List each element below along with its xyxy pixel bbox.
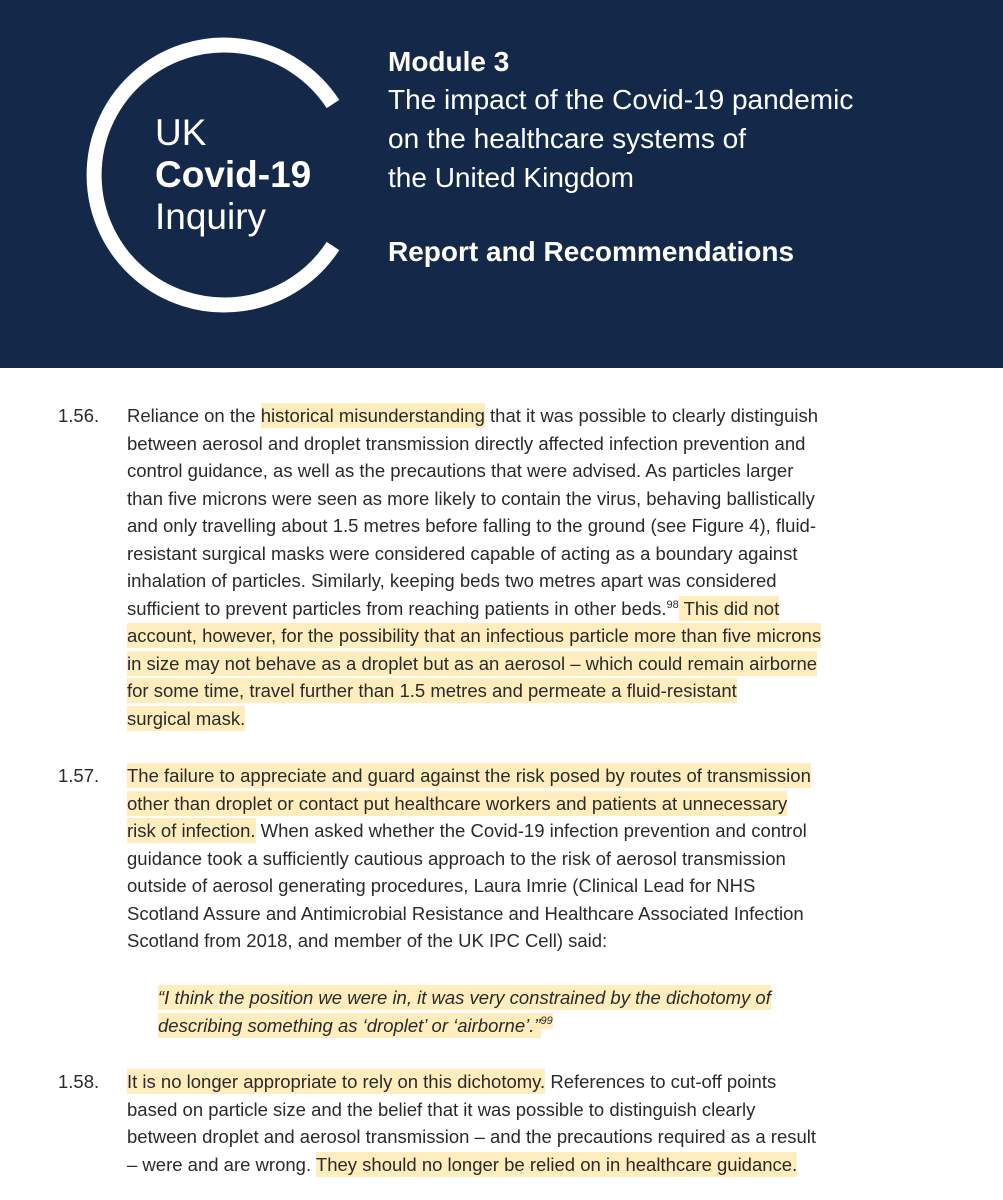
highlighted-text: It is no longer appropriate to rely on this dichotomy. bbox=[127, 1071, 546, 1092]
report-label: Report and Recommendations bbox=[388, 236, 795, 267]
inquiry-logo-text bbox=[155, 112, 311, 238]
highlighted-text: The failure to appreciate and guard against the risk posed by routes of transmission bbox=[127, 765, 811, 786]
highlighted-text: risk of infection. bbox=[127, 820, 256, 841]
highlighted-text: “I think the position we were in, it was very constrained by the dichotomy of bbox=[158, 987, 771, 1008]
paragraph-text bbox=[127, 402, 987, 732]
module-title-block bbox=[388, 44, 853, 268]
module-subtitle-line-3: the United Kingdom bbox=[388, 162, 634, 193]
module-label: Module 3 bbox=[388, 46, 510, 77]
highlighted-text: historical misunderstanding bbox=[260, 405, 485, 426]
text-line: inhalation of particles. Similarly, keeping beds two metres apart was considered bbox=[127, 570, 777, 591]
text-line bbox=[127, 790, 987, 818]
text-line: outside of aerosol generating procedures, Laura Imrie (Clinical Lead for NHS bbox=[127, 875, 756, 896]
text-line: between droplet and aerosol transmission – and the precautions required as a result bbox=[127, 1126, 817, 1147]
text-line: based on particle size and the belief that it was possible to distinguish clearly bbox=[127, 1098, 756, 1120]
text-line bbox=[127, 1068, 987, 1096]
text-run: References to cut-off points bbox=[545, 1071, 777, 1092]
text-run: that it was possible to clearly distinguish bbox=[484, 405, 819, 426]
logo-line-uk: UK bbox=[155, 112, 207, 153]
text-line: and only travelling about 1.5 metres before falling to the ground (see Figure 4), fluid- bbox=[127, 515, 817, 536]
highlighted-text: in size may not behave as a droplet but as an aerosol – which could remain airborne bbox=[127, 652, 818, 674]
highlighted-text: account, however, for the possibility that an infectious particle more than five microns bbox=[127, 625, 822, 646]
highlighted-text: describing something as ‘droplet’ or ‘airborne’.” bbox=[158, 1014, 541, 1036]
text-line: between aerosol and droplet transmission directly affected infection prevention and bbox=[127, 432, 806, 454]
text-line bbox=[127, 762, 987, 790]
text-line bbox=[127, 1151, 987, 1179]
text-line: resistant surgical masks were considered capable of acting as a boundary against bbox=[127, 542, 798, 564]
text-run: When asked whether the Covid-19 infection prevention and control bbox=[255, 820, 807, 841]
highlighted-text: This did not bbox=[678, 597, 780, 619]
paragraph-number: 1.57. bbox=[58, 765, 100, 786]
text-line: than five microns were seen as more likely to contain the virus, behaving ballistically bbox=[127, 487, 815, 509]
text-line: guidance took a sufficiently cautious approach to the risk of aerosol transmission bbox=[127, 847, 786, 869]
text-run: – were and are wrong. bbox=[127, 1153, 316, 1175]
text-line: Scotland Assure and Antimicrobial Resistance and Healthcare Associated Infection bbox=[127, 902, 804, 924]
logo-line-covid: Covid-19 bbox=[155, 154, 312, 195]
text-run: sufficient to prevent particles from reaching patients in other beds. bbox=[127, 597, 667, 619]
text-line bbox=[127, 402, 987, 430]
text-line: Scotland from 2018, and member of the UK IPC Cell) said: bbox=[127, 930, 608, 951]
quote-line bbox=[158, 1012, 771, 1040]
paragraph-text bbox=[127, 762, 987, 955]
text-line bbox=[127, 677, 987, 705]
footnote-ref-98[interactable]: 98 bbox=[666, 598, 679, 611]
text-run: Reliance on the bbox=[127, 405, 261, 426]
report-header-banner bbox=[0, 0, 1003, 368]
logo-line-inquiry: Inquiry bbox=[155, 196, 267, 237]
text-line bbox=[127, 650, 987, 678]
highlighted-text: surgical mask. bbox=[127, 707, 246, 729]
text-line bbox=[127, 705, 987, 733]
text-line bbox=[127, 595, 987, 623]
text-line: control guidance, as well as the precautions that were advised. As particles larger bbox=[127, 460, 794, 481]
module-subtitle-line-1: The impact of the Covid-19 pandemic bbox=[388, 84, 854, 115]
paragraph-text bbox=[127, 1068, 987, 1178]
testimony-quote bbox=[158, 984, 771, 1039]
highlighted-text: They should no longer be relied on in healthcare guidance. bbox=[315, 1153, 798, 1175]
quote-line bbox=[158, 984, 771, 1012]
text-line bbox=[127, 817, 987, 845]
paragraph-number: 1.56. bbox=[58, 405, 100, 426]
highlighted-text: for some time, travel further than 1.5 metres and permeate a fluid-resistant bbox=[127, 680, 737, 701]
paragraph-number: 1.58. bbox=[58, 1071, 100, 1092]
footnote-ref-99[interactable]: 99 bbox=[540, 1015, 553, 1028]
module-subtitle-line-2: on the healthcare systems of bbox=[388, 123, 746, 154]
text-line bbox=[127, 622, 987, 650]
highlighted-text: other than droplet or contact put healthcare workers and patients at unnecessary bbox=[127, 792, 788, 814]
